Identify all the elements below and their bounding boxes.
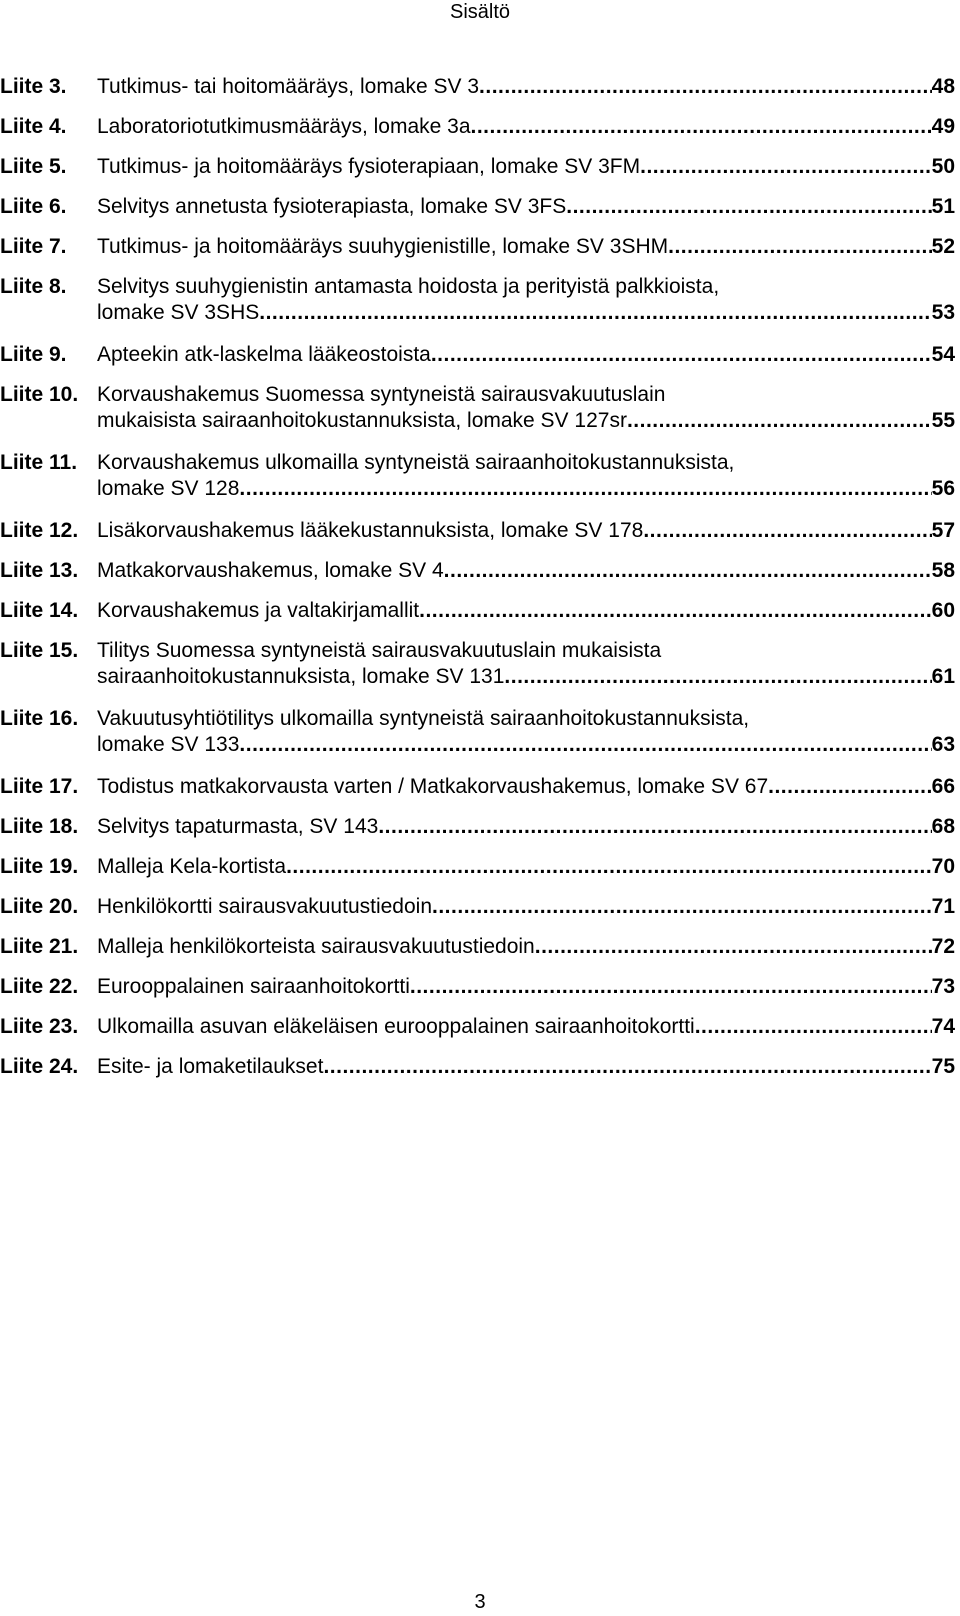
toc-entry-page: 51 [931, 195, 955, 218]
toc-entry-page: 73 [931, 975, 955, 998]
toc-entry-body [97, 450, 955, 502]
toc-entry-line [97, 274, 955, 300]
toc-entry[interactable] [0, 274, 955, 326]
toc-entry-line [97, 638, 955, 664]
toc-entry[interactable] [0, 774, 955, 800]
toc-entry-title: Korvaushakemus Suomessa syntyneistä sairausvakuutuslain [97, 383, 666, 406]
toc-entry-page: 70 [931, 855, 955, 878]
toc-entry-page: 71 [931, 895, 955, 918]
toc-entry-line [97, 894, 955, 920]
toc-entry-title: lomake SV 128 [97, 477, 240, 500]
toc-entry-line [97, 450, 955, 476]
toc-entry-page: 54 [931, 343, 955, 366]
toc-entry-line [97, 154, 955, 180]
toc-entry-title: Laboratoriotutkimusmääräys, lomake 3a [97, 115, 471, 138]
toc-entry-label: Liite 7. [0, 235, 67, 258]
dot-leader [566, 194, 931, 220]
toc-entry[interactable] [0, 518, 955, 544]
toc-entry[interactable] [0, 382, 955, 434]
dot-leader [640, 154, 932, 180]
toc-entry-line [97, 558, 955, 584]
toc-entry-label: Liite 17. [0, 775, 79, 798]
toc-entry-title: Todistus matkakorvausta varten / Matkakorvaushakemus, lomake SV 67 [97, 775, 769, 798]
toc-entry-page: 52 [931, 235, 955, 258]
toc-entry-title: Tutkimus- ja hoitomääräys suuhygienistille, lomake SV 3SHM [97, 235, 669, 258]
dot-leader [504, 664, 931, 690]
toc-entry-line [97, 664, 955, 690]
toc-entry-label: Liite 16. [0, 707, 79, 730]
toc-entry[interactable] [0, 854, 955, 880]
toc-entry-title: lomake SV 133 [97, 733, 240, 756]
toc-entry-label: Liite 18. [0, 815, 79, 838]
toc-entry-line [97, 706, 955, 732]
toc-entry-body [97, 638, 955, 690]
dot-leader [479, 74, 932, 100]
toc-entry-title: Henkilökortti sairausvakuutustiedoin [97, 895, 433, 918]
toc-entry-title: mukaisista sairaanhoitokustannuksista, lomake SV 127sr [97, 409, 627, 432]
dot-leader [471, 114, 932, 140]
toc-entry-title: Tutkimus- tai hoitomääräys, lomake SV 3 [97, 75, 480, 98]
dot-leader [410, 974, 932, 1000]
toc-entry-page: 68 [931, 815, 955, 838]
dot-leader [431, 342, 932, 368]
toc-entry-line [97, 854, 955, 880]
toc-entry-line [97, 974, 955, 1000]
toc-entry-line [97, 342, 955, 368]
toc-entry-page: 49 [931, 115, 955, 138]
toc-entry-page: 72 [931, 935, 955, 958]
dot-leader [695, 1014, 932, 1040]
page-header-title: Sisältö [449, 1, 511, 23]
toc-entry-line [97, 382, 955, 408]
dot-leader [668, 234, 932, 260]
toc-entry-body [97, 814, 955, 840]
toc-entry-page: 57 [931, 519, 955, 542]
toc-entry-body [97, 234, 955, 260]
toc-entry-line [97, 300, 955, 326]
dot-leader [286, 854, 932, 880]
toc-entry-body [97, 114, 955, 140]
toc-entry-page: 58 [931, 559, 955, 582]
toc-entry-title: Selvitys tapaturmasta, SV 143 [97, 815, 379, 838]
toc-entry[interactable] [0, 1014, 955, 1040]
toc-entry-title: Selvitys suuhygienistin antamasta hoidosta ja perityistä palkkioista, [97, 275, 720, 298]
toc-entry-label: Liite 6. [0, 195, 67, 218]
toc-entry[interactable] [0, 814, 955, 840]
toc-entry-body [97, 974, 955, 1000]
toc-entry-title: Malleja Kela-kortista [97, 855, 287, 878]
toc-entry-label: Liite 12. [0, 519, 79, 542]
toc-entry-body [97, 894, 955, 920]
toc-entry[interactable] [0, 450, 955, 502]
toc-entry[interactable] [0, 558, 955, 584]
toc-entry[interactable] [0, 894, 955, 920]
toc-entry-title: Korvaushakemus ulkomailla syntyneistä sairaanhoitokustannuksista, [97, 451, 735, 474]
toc-entry-body [97, 558, 955, 584]
toc-entry-body [97, 598, 955, 624]
toc-entry-body [97, 154, 955, 180]
toc-entry-label: Liite 24. [0, 1055, 79, 1078]
toc-entry-page: 48 [931, 75, 955, 98]
toc-entry-line [97, 598, 955, 624]
toc-entry-label: Liite 10. [0, 383, 79, 406]
toc-entry[interactable] [0, 934, 955, 960]
page-number: 3 [474, 1591, 486, 1613]
toc-entry-title: Malleja henkilökorteista sairausvakuutustiedoin [97, 935, 535, 958]
toc-entry-title: sairaanhoitokustannuksista, lomake SV 131 [97, 665, 505, 688]
toc-entry-line [97, 234, 955, 260]
toc-entry-page: 60 [931, 599, 955, 622]
dot-leader [239, 732, 931, 758]
toc-entry-page: 66 [931, 775, 955, 798]
toc-entry[interactable] [0, 234, 955, 260]
toc-entry[interactable] [0, 194, 955, 220]
toc-entry-page: 50 [931, 155, 955, 178]
toc-entry[interactable] [0, 1054, 955, 1080]
toc-entry[interactable] [0, 706, 955, 758]
toc-entry-page: 55 [931, 409, 955, 432]
toc-entry[interactable] [0, 974, 955, 1000]
toc-entry[interactable] [0, 598, 955, 624]
dot-leader [768, 774, 932, 800]
toc-entry-body [97, 934, 955, 960]
toc-entry-body [97, 518, 955, 544]
toc-entry-page: 63 [931, 733, 955, 756]
toc-entry-body [97, 274, 955, 326]
toc-entry-page: 61 [931, 665, 955, 688]
toc-entry-label: Liite 23. [0, 1015, 79, 1038]
toc-entry-label: Liite 13. [0, 559, 79, 582]
toc-entry-line [97, 114, 955, 140]
toc-entry-label: Liite 21. [0, 935, 79, 958]
toc-entry-body [97, 342, 955, 368]
toc-entry-title: Tutkimus- ja hoitomääräys fysioterapiaan, lomake SV 3FM [97, 155, 641, 178]
toc-entry-label: Liite 20. [0, 895, 79, 918]
toc-entry-line [97, 74, 955, 100]
dot-leader [444, 558, 932, 584]
toc-entry-body [97, 1054, 955, 1080]
dot-leader [259, 300, 931, 326]
toc-entry-body [97, 74, 955, 100]
toc-entry-label: Liite 9. [0, 343, 67, 366]
dot-leader [239, 476, 931, 502]
toc-entry-body [97, 1014, 955, 1040]
toc-entry-line [97, 814, 955, 840]
toc-entry-line [97, 476, 955, 502]
toc-entry-label: Liite 14. [0, 599, 79, 622]
toc-entry-title: lomake SV 3SHS [97, 301, 260, 324]
toc-entry-body [97, 382, 955, 434]
toc-entry-line [97, 732, 955, 758]
toc-entry-line [97, 518, 955, 544]
dot-leader [323, 1054, 931, 1080]
toc-entry[interactable] [0, 74, 955, 100]
toc-entry-label: Liite 15. [0, 639, 79, 662]
toc-entry-body [97, 854, 955, 880]
toc-entry-title: Eurooppalainen sairaanhoitokortti [97, 975, 410, 998]
toc-entry-body [97, 194, 955, 220]
toc-entry-line [97, 1054, 955, 1080]
toc-entry-line [97, 774, 955, 800]
toc-entry-title: Selvitys annetusta fysioterapiasta, lomake SV 3FS [97, 195, 567, 218]
toc-entry-page: 53 [931, 301, 955, 324]
toc-entry-title: Esite- ja lomaketilaukset [97, 1055, 324, 1078]
toc-entry-page: 56 [931, 477, 955, 500]
toc-entry[interactable] [0, 154, 955, 180]
toc-entry[interactable] [0, 342, 955, 368]
toc-entry-page: 74 [931, 1015, 955, 1038]
toc-entry-title: Tilitys Suomessa syntyneistä sairausvakuutuslain mukaisista [97, 639, 662, 662]
toc-entry-label: Liite 19. [0, 855, 79, 878]
toc-entry-title: Matkakorvaushakemus, lomake SV 4 [97, 559, 444, 582]
dot-leader [627, 408, 932, 434]
toc-entry[interactable] [0, 114, 955, 140]
toc-entry-line [97, 934, 955, 960]
toc-entry-label: Liite 11. [0, 451, 78, 474]
toc-entry-line [97, 1014, 955, 1040]
dot-leader [643, 518, 931, 544]
toc-entry-title: Korvaushakemus ja valtakirjamallit [97, 599, 420, 622]
toc-entry-title: Lisäkorvaushakemus lääkekustannuksista, lomake SV 178 [97, 519, 644, 542]
toc-entry-label: Liite 22. [0, 975, 79, 998]
dot-leader [419, 598, 932, 624]
toc-entry-line [97, 194, 955, 220]
toc-entry-page: 75 [931, 1055, 955, 1078]
toc-entry[interactable] [0, 638, 955, 690]
toc-entry-label: Liite 5. [0, 155, 67, 178]
toc-entry-body [97, 706, 955, 758]
dot-leader [378, 814, 931, 840]
toc-entry-title: Vakuutusyhtiötilitys ulkomailla syntyneistä sairaanhoitokustannuksista, [97, 707, 750, 730]
toc-entry-body [97, 774, 955, 800]
dot-leader [535, 934, 932, 960]
toc-entry-label: Liite 3. [0, 75, 67, 98]
toc-entry-title: Apteekin atk-laskelma lääkeostoista [97, 343, 431, 366]
toc-entry-title: Ulkomailla asuvan eläkeläisen eurooppalainen sairaanhoitokortti [97, 1015, 695, 1038]
toc-entry-label: Liite 4. [0, 115, 67, 138]
toc-entry-label: Liite 8. [0, 275, 67, 298]
toc-entry-line [97, 408, 955, 434]
dot-leader [432, 894, 932, 920]
